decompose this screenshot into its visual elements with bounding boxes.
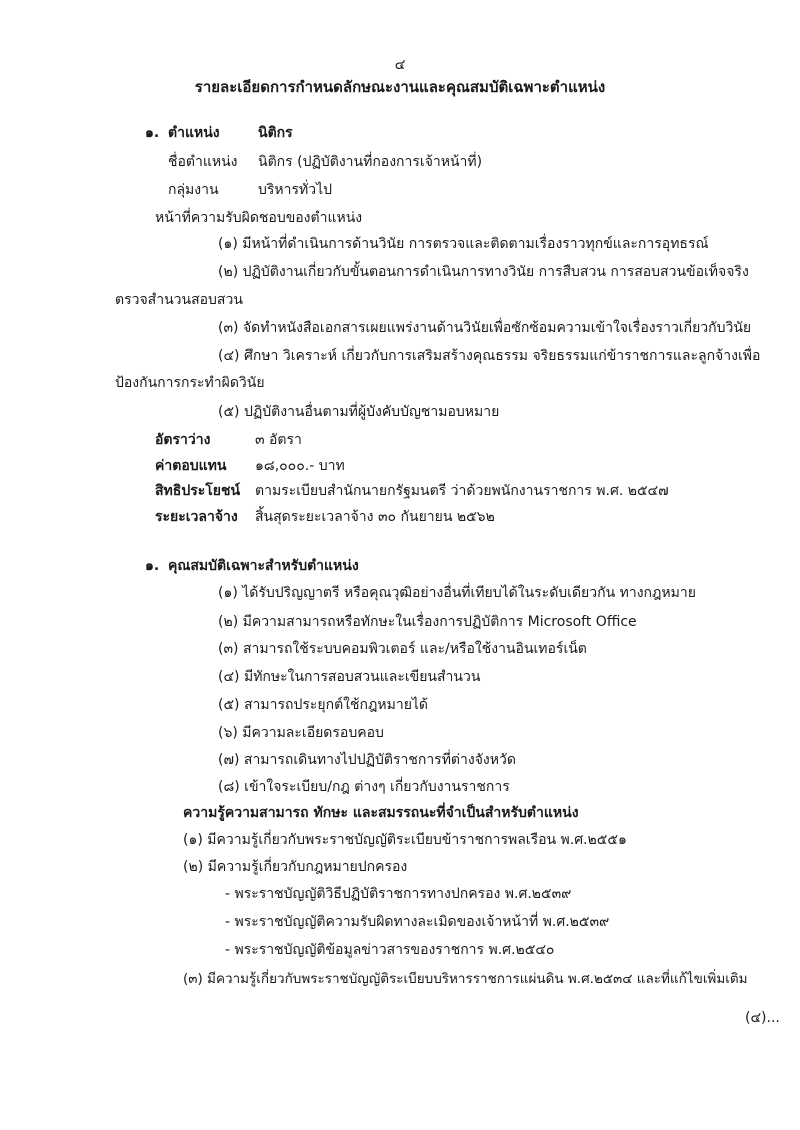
duty-item: (๕) ปฏิบัติงานอื่นตามที่ผู้บังคับบัญชามอบหมาย — [218, 404, 500, 420]
work-group-value: บริหารทั่วไป — [258, 182, 333, 198]
qualification-item: (๔) มีทักษะในการสอบสวนและเขียนสำนวน — [218, 669, 481, 685]
benefit-label: สิทธิประโยชน์ — [155, 483, 241, 499]
knowledge-item: (๑) มีความรู้เกี่ยวกับพระราชบัญญัติระเบียบข้าราชการพลเรือน พ.ศ.๒๕๕๑ — [183, 832, 627, 848]
work-group-label: กลุ่มงาน — [168, 182, 219, 198]
knowledge-subitem: - พระราชบัญญัติวิธีปฏิบัติราชการทางปกครอง พ.ศ.๒๕๓๙ — [225, 886, 572, 902]
knowledge-item: (๓) มีความรู้เกี่ยวกับพระราชบัญญัติระเบียบบริหารราชการแผ่นดิน พ.ศ.๒๕๓๔ และที่แก้ไขเพิ่มเติม — [183, 971, 748, 987]
duties-heading: หน้าที่ความรับผิดชอบของตำแหน่ง — [155, 210, 363, 226]
knowledge-subitem: - พระราชบัญญัติความรับผิดทางละเมิดของเจ้าหน้าที่ พ.ศ.๒๕๓๙ — [225, 914, 610, 930]
duty-item: (๒) ปฏิบัติงานเกี่ยวกับขั้นตอนการดำเนินการทางวินัย การสืบสวน การสอบสวนข้อเท็จจริง — [218, 264, 749, 280]
position-name-value: นิติกร (ปฏิบัติงานที่กองการเจ้าหน้าที่) — [258, 154, 483, 170]
duty-item: (๑) มีหน้าที่ดำเนินการด้านวินัย การตรวจและติดตามเรื่องราวทุกข์และการอุทธรณ์ — [218, 236, 709, 252]
period-label: ระยะเวลาจ้าง — [155, 509, 238, 525]
qualification-item: (๑) ได้รับปริญญาตรี หรือคุณวุฒิอย่างอื่นที่เทียบได้ในระดับเดียวกัน ทางกฎหมาย — [218, 585, 696, 601]
continuation-marker: (๔)... — [745, 1010, 780, 1026]
qualification-item: (๘) เข้าใจระเบียบ/กฎ ต่างๆ เกี่ยวกับงานราชการ — [218, 779, 510, 795]
knowledge-heading: ความรู้ความสามารถ ทักษะ และสมรรถนะที่จำเป็นสำหรับตำแหน่ง — [183, 805, 579, 821]
duty-item-continued: ป้องกันการกระทำผิดวินัย — [115, 375, 265, 391]
vacancy-label: อัตราว่าง — [155, 432, 211, 448]
qualification-item: (๒) มีความสามารถหรือทักษะในเรื่องการปฏิบัติการ Microsoft Office — [218, 614, 637, 630]
knowledge-item: (๒) มีความรู้เกี่ยวกับกฎหมายปกครอง — [183, 859, 408, 875]
position-label: ตำแหน่ง — [168, 125, 220, 141]
vacancy-value: ๓ อัตรา — [255, 432, 302, 448]
qualifications-heading: คุณสมบัติเฉพาะสำหรับตำแหน่ง — [168, 558, 359, 574]
salary-label: ค่าตอบแทน — [155, 458, 227, 474]
page-number: ๔ — [394, 57, 406, 73]
qualification-item: (๖) มีความละเอียดรอบคอบ — [218, 725, 384, 741]
qualification-item: (๓) สามารถใช้ระบบคอมพิวเตอร์ และ/หรือใช้งานอินเทอร์เน็ต — [218, 641, 587, 657]
knowledge-subitem: - พระราชบัญญัติข้อมูลข่าวสารของราชการ พ.ศ.๒๕๔๐ — [225, 942, 555, 958]
duty-item: (๓) จัดทำหนังสือเอกสารเผยแพร่งานด้านวินัยเพื่อซักซ้อมความเข้าใจเรื่องราวเกี่ยวกับวินัย — [218, 320, 752, 336]
position-value: นิติกร — [258, 125, 293, 141]
page-title: รายละเอียดการกำหนดลักษณะงานและคุณสมบัติเฉพาะตำแหน่ง — [194, 78, 606, 96]
benefit-value: ตามระเบียบสำนักนายกรัฐมนตรี ว่าด้วยพนักงานราชการ พ.ศ. ๒๕๔๗ — [255, 483, 669, 499]
section-number: ๑. — [145, 125, 160, 141]
qualification-item: (๗) สามารถเดินทางไปปฏิบัติราชการที่ต่างจังหวัด — [218, 752, 516, 768]
period-value: สิ้นสุดระยะเวลาจ้าง ๓๐ กันยายน ๒๕๖๒ — [255, 509, 495, 525]
qualification-item: (๕) สามารถประยุกต์ใช้กฎหมายได้ — [218, 697, 429, 713]
duty-item: (๔) ศึกษา วิเคราะห์ เกี่ยวกับการเสริมสร้างคุณธรรม จริยธรรมแก่ข้าราชการและลูกจ้างเพื่อ — [218, 348, 761, 364]
position-name-label: ชื่อตำแหน่ง — [168, 154, 238, 170]
qualifications-number: ๑. — [145, 558, 160, 574]
duty-item-continued: ตรวจสำนวนสอบสวน — [115, 292, 243, 308]
salary-value: ๑๘,๐๐๐.- บาท — [255, 458, 345, 474]
